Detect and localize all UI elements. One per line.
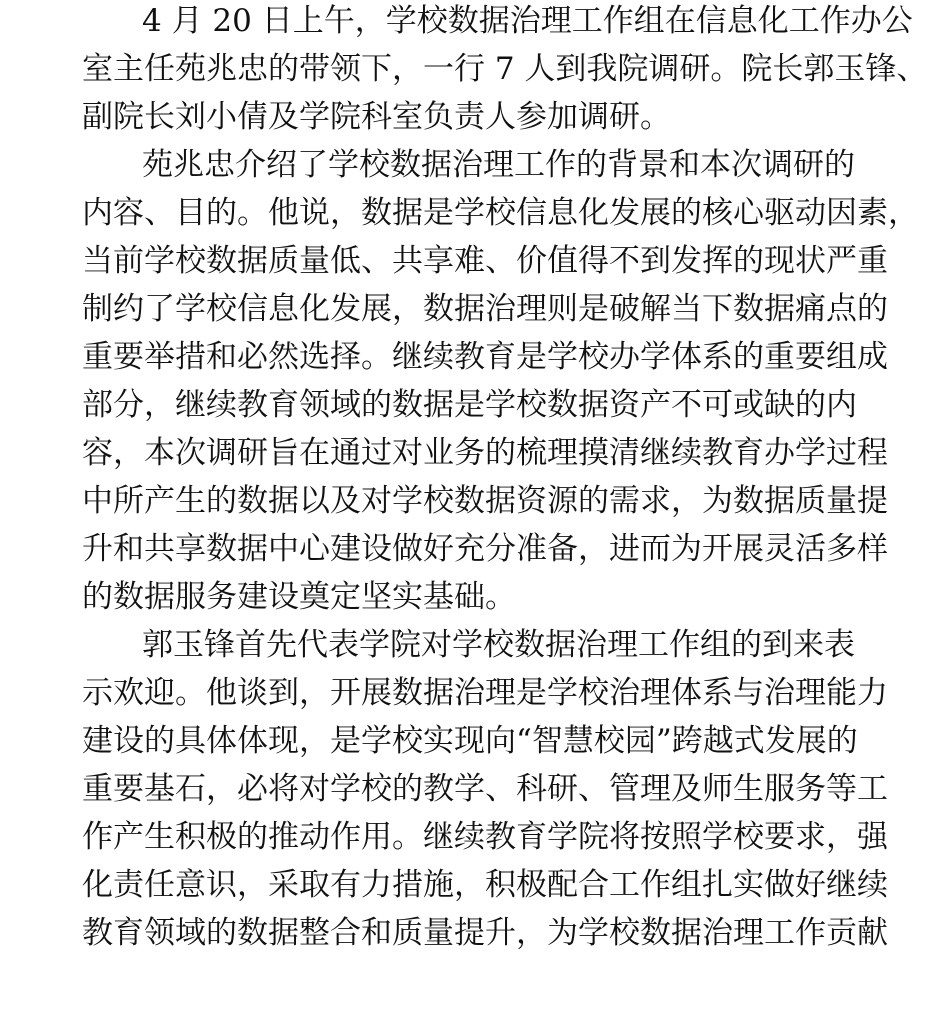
text-line: 重要基石，必将对学校的教学、科研、管理及师生服务等工 — [82, 771, 888, 807]
text-line: 重要举措和必然选择。继续教育是学校办学体系的重要组成 — [82, 339, 888, 375]
text-line: 作产生积极的推动作用。继续教育学院将按照学校要求，强 — [82, 819, 888, 855]
text-line: 升和共享数据中心建设做好充分准备，进而为开展灵活多样 — [82, 531, 888, 567]
document-page — [82, 0, 927, 957]
text-line: 建设的具体体现，是学校实现向“智慧校园”跨越式发展的 — [82, 723, 858, 759]
text-line: 中所产生的数据以及对学校数据资源的需求，为数据质量提 — [82, 483, 888, 519]
text-line: 室主任苑兆忠的带领下，一行 7 人到我院调研。院长郭玉锋、 — [82, 51, 927, 87]
text-line: 部分，继续教育领域的数据是学校数据资产不可或缺的内 — [82, 387, 857, 423]
text-line: 苑兆忠介绍了学校数据治理工作的背景和本次调研的 — [142, 147, 855, 183]
text-line: 的数据服务建设奠定坚实基础。 — [82, 579, 516, 615]
text-line: 内容、目的。他说，数据是学校信息化发展的核心驱动因素， — [82, 195, 919, 231]
paragraph-2 — [82, 141, 919, 621]
text-line: 副院长刘小倩及学院科室负责人参加调研。 — [82, 99, 671, 135]
text-line: 化责任意识，采取有力措施，积极配合工作组扎实做好继续 — [82, 867, 888, 903]
paragraph-1 — [82, 0, 927, 141]
text-line: 当前学校数据质量低、共享难、价值得不到发挥的现状严重 — [82, 243, 888, 279]
text-line: 4 月 20 日上午，学校数据治理工作组在信息化工作办公 — [142, 3, 913, 39]
text-line: 郭玉锋首先代表学院对学校数据治理工作组的到来表 — [142, 627, 855, 663]
text-line: 制约了学校信息化发展，数据治理则是破解当下数据痛点的 — [82, 291, 888, 327]
text-line: 容，本次调研旨在通过对业务的梳理摸清继续教育办学过程 — [82, 435, 888, 471]
paragraph-3 — [82, 621, 888, 957]
text-line: 示欢迎。他谈到，开展数据治理是学校治理体系与治理能力 — [82, 675, 888, 711]
text-line: 教育领域的数据整合和质量提升，为学校数据治理工作贡献 — [82, 915, 888, 951]
